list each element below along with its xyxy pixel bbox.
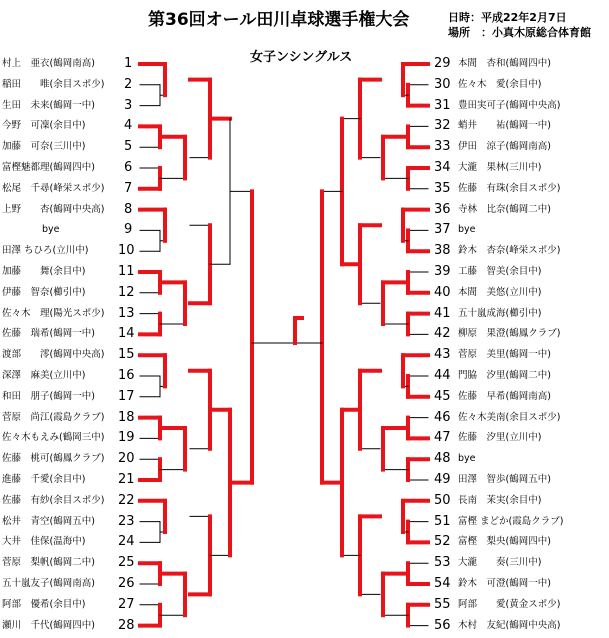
seed-number: 22 (118, 492, 135, 508)
player-name: 本間 杏和(鶴岡四中) (458, 58, 551, 69)
player-name: 佐藤 桃可(鶴鳳クラブ) (2, 453, 105, 465)
player-name: 松尾 千尋(峰栄スポ少) (2, 182, 105, 194)
player-name: 加藤 可奈(三川中) (2, 141, 86, 153)
player-name: 富樫 まどか(霞島クラブ) (458, 515, 564, 527)
seed-number: 32 (434, 118, 451, 134)
player-name: 柳原 果澄(鶴鳳クラブ) (458, 328, 561, 340)
player-name: 大瀧 奏(三川中) (458, 557, 542, 569)
seed-number: 17 (118, 388, 135, 404)
player-name: 蛸井 祐(鶴岡一中) (458, 120, 551, 132)
seed-number: 36 (434, 201, 451, 217)
seed-number: 40 (434, 284, 451, 300)
player-name: 佐藤 有珠(余目スポ少) (458, 182, 561, 194)
player-name: 村上 亜衣(鶴岡南高) (2, 58, 95, 69)
player-name: 渡部 澪(鶴岡中央高) (2, 349, 105, 361)
seed-number: 23 (118, 513, 135, 529)
player-name: 菅原 尚江(霞島クラブ) (2, 411, 105, 423)
player-name: 上野 杏(鶴岡中央高) (2, 203, 105, 215)
player-name: 佐々木 理(陽光スポ少) (2, 307, 105, 319)
player-name: 佐々木もえみ(鶴岡三中) (2, 432, 105, 444)
player-name: 菅原 美里(鶴岡一中) (458, 349, 551, 361)
event-title: 女子ンシングルス (250, 50, 353, 65)
player-name: 田澤 智歩(鶴岡五中) (458, 474, 551, 485)
seed-number: 12 (118, 284, 135, 300)
player-name: 富樫 梨央(鶴岡四中) (458, 536, 551, 548)
seed-number: 46 (434, 409, 451, 425)
player-name: 瀬川 千代(鶴岡四中) (2, 619, 95, 631)
player-name: 寺林 比奈(鶴岡二中) (458, 203, 551, 215)
seed-number: 4 (124, 118, 133, 134)
player-name: 松井 青空(鶴岡五中) (2, 515, 95, 527)
seed-number: 9 (124, 222, 133, 238)
seed-number: 28 (118, 617, 135, 633)
player-name: 伊藤 智奈(櫛引中) (2, 286, 86, 298)
seed-number: 44 (434, 368, 451, 383)
bye-slot: bye (458, 453, 476, 465)
seed-number: 2 (124, 76, 133, 92)
seed-number: 33 (434, 139, 451, 155)
seed-number: 7 (124, 180, 133, 196)
player-name: 稲田 唯(余目スポ少) (2, 78, 105, 90)
seed-number: 5 (124, 139, 133, 155)
seed-number: 30 (434, 76, 451, 92)
player-name: 菅原 梨帆(鶴岡二中) (2, 557, 95, 569)
player-name: 阿部 愛(黄金スポ少) (458, 598, 561, 610)
player-name: 佐藤 早希(鶴岡南高) (458, 390, 551, 402)
seed-number: 55 (434, 596, 451, 612)
seed-number: 34 (434, 160, 451, 175)
player-name: 伊田 涼子(鶴岡南高) (458, 141, 551, 153)
player-name: 五十嵐友子(鶴岡南高) (2, 578, 95, 589)
venue-value: 小真木原総合体育館 (492, 26, 591, 39)
seed-number: 8 (124, 201, 133, 217)
player-name: 工藤 智美(余目中) (458, 266, 542, 277)
seed-number: 6 (124, 160, 133, 175)
seed-number: 27 (118, 596, 135, 612)
player-name: 今野 可凜(余目中) (2, 120, 86, 132)
seed-number: 13 (118, 305, 135, 321)
seed-number: 29 (434, 56, 451, 71)
player-name: 鈴木 杏奈(峰栄スポ少) (458, 245, 561, 257)
page-title: 第36回オール田川卓球選手権大会 (148, 10, 410, 30)
seed-number: 24 (118, 534, 135, 550)
seed-number: 54 (434, 576, 451, 591)
player-name: 深澤 麻美(立川中) (2, 370, 86, 381)
bye-slot: bye (42, 224, 60, 236)
seed-number: 15 (118, 347, 135, 363)
player-name: 加藤 舞(余目中) (2, 266, 86, 277)
seed-number: 18 (118, 409, 135, 425)
player-name: 大瀧 果林(三川中) (458, 162, 542, 173)
date-label: 日時： (448, 11, 481, 24)
seed-number: 10 (118, 243, 135, 259)
seed-number: 49 (434, 472, 451, 487)
player-name: 進藤 千愛(余目中) (2, 474, 86, 485)
player-name: 阿部 優希(余目中) (2, 598, 86, 610)
player-name: 長南 茉実(余目中) (458, 494, 542, 506)
seed-number: 19 (118, 430, 135, 446)
player-name: 佐々木 愛(余目中) (458, 78, 542, 90)
player-name: 五十嵐成海(櫛引中) (458, 307, 542, 319)
player-name: 佐藤 瑞希(鶴岡一中) (2, 328, 95, 340)
seed-number: 43 (434, 347, 451, 363)
seed-number: 47 (434, 430, 451, 446)
player-name: 田澤 ちひろ(立川中) (2, 245, 89, 257)
venue-label: 場所 ： (448, 26, 492, 39)
player-name: 門脇 汐里(鶴岡二中) (458, 370, 551, 381)
seed-number: 1 (124, 56, 133, 71)
player-name: 和田 朋子(鶴岡一中) (2, 390, 95, 402)
seed-number: 31 (434, 97, 451, 113)
player-name: 生田 未来(鶴岡一中) (2, 99, 95, 111)
seed-number: 3 (124, 97, 133, 113)
seed-number: 48 (434, 451, 451, 467)
date-value: 平成22年2月7日 (481, 11, 567, 24)
player-name: 本間 美悠(立川中) (458, 286, 542, 298)
player-name: 木村 友紀(鶴岡中央高) (458, 619, 561, 631)
seed-number: 14 (118, 326, 135, 342)
player-name: 富樫魅都理(鶴岡四中) (2, 162, 95, 173)
seed-number: 51 (434, 513, 451, 529)
player-name: 佐々木美南(余目スポ少) (458, 411, 561, 423)
bye-slot: bye (458, 224, 476, 236)
player-name: 佐藤 有紗(余目スポ少) (2, 494, 105, 506)
player-name: 佐藤 汐里(立川中) (458, 432, 542, 444)
player-name: 大井 佳保(温海中) (2, 536, 86, 548)
seed-number: 25 (118, 555, 135, 571)
player-name: 豊田実可子(鶴岡中央高) (458, 99, 561, 111)
seed-number: 52 (434, 534, 451, 550)
seed-number: 26 (118, 576, 135, 591)
seed-number: 39 (434, 264, 451, 279)
seed-number: 42 (434, 326, 451, 342)
seed-number: 21 (118, 472, 135, 487)
seed-number: 45 (434, 388, 451, 404)
seed-number: 16 (118, 368, 135, 383)
seed-number: 37 (434, 222, 451, 238)
player-name: 鈴木 可澄(鶴岡一中) (458, 578, 551, 589)
seed-number: 11 (118, 264, 135, 279)
seed-number: 41 (434, 305, 451, 321)
seed-number: 35 (434, 180, 451, 196)
seed-number: 50 (434, 492, 451, 508)
seed-number: 38 (434, 243, 451, 259)
seed-number: 56 (434, 617, 451, 633)
seed-number: 20 (118, 451, 135, 467)
seed-number: 53 (434, 555, 451, 571)
